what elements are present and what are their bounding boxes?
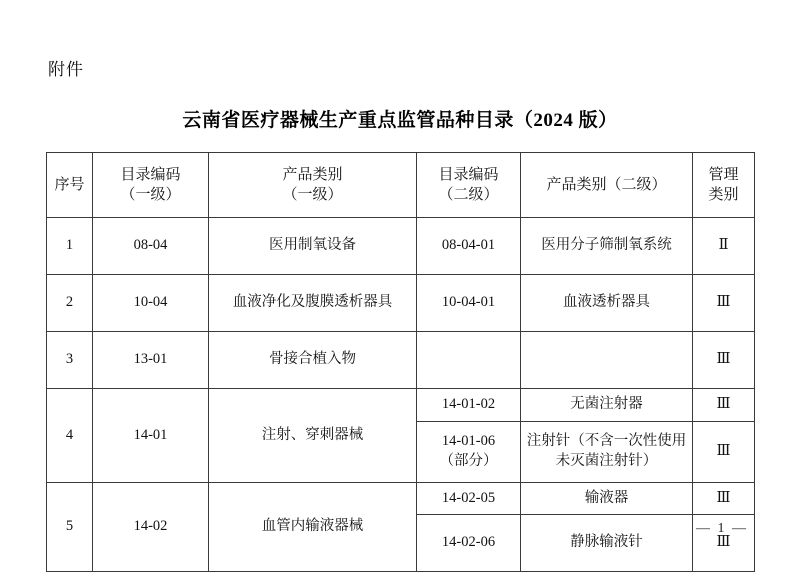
- cell-category-level2: 静脉输液针: [521, 515, 693, 572]
- cell-category-level1: 血液净化及腹膜透析器具: [209, 275, 417, 332]
- cell-management-class: Ⅱ: [693, 218, 755, 275]
- header-code-level2-line1: 目录编码: [438, 166, 499, 183]
- cell-code-level2: 08-04-01: [417, 218, 521, 275]
- cell-management-class: Ⅲ: [693, 421, 755, 482]
- header-management-class-line2: 类别: [708, 187, 739, 203]
- header-management-class: [693, 153, 755, 218]
- cell-seq: 5: [47, 482, 93, 572]
- cell-category-level1: 骨接合植入物: [209, 332, 417, 389]
- header-code-level2: [417, 153, 521, 218]
- cell-code-level1: 08-04: [93, 218, 209, 275]
- header-management-class-line1: 管理: [708, 166, 739, 183]
- cell-code-level2-line1: 14-01-06: [441, 433, 496, 449]
- table-row: [47, 482, 755, 515]
- catalog-table-container: [46, 152, 754, 572]
- page-number: — 1 —: [696, 521, 748, 536]
- attachment-label: 附件: [48, 60, 84, 79]
- cell-management-class: Ⅲ: [693, 275, 755, 332]
- header-category-level1-line2: （一级）: [282, 187, 343, 203]
- cell-category-level1: 医用制氧设备: [209, 218, 417, 275]
- catalog-table: [46, 152, 755, 572]
- cell-seq: 3: [47, 332, 93, 389]
- cell-category-level2: 血液透析器具: [521, 275, 693, 332]
- cell-code-level1: 14-01: [93, 389, 209, 483]
- cell-code-level1: 14-02: [93, 482, 209, 572]
- cell-category-level2: 输液器: [521, 482, 693, 515]
- cell-code-level2: 14-02-06: [417, 515, 521, 572]
- table-row: [47, 275, 755, 332]
- cell-code-level1: 10-04: [93, 275, 209, 332]
- table-row: [47, 332, 755, 389]
- page-title: 云南省医疗器械生产重点监管品种目录（2024 版）: [182, 110, 618, 131]
- cell-code-level2: 14-01-02: [417, 389, 521, 422]
- cell-category-level2: 无菌注射器: [521, 389, 693, 422]
- header-seq: 序号: [47, 153, 93, 218]
- header-code-level1-line2: （一级）: [120, 187, 181, 203]
- cell-code-level2: [417, 332, 521, 389]
- cell-management-class: Ⅲ: [693, 515, 755, 572]
- cell-code-level1: 13-01: [93, 332, 209, 389]
- table-row: [47, 218, 755, 275]
- cell-code-level2: [417, 421, 521, 482]
- cell-code-level2-line2: （部分）: [439, 452, 498, 469]
- header-code-level1: [93, 153, 209, 218]
- cell-seq: 1: [47, 218, 93, 275]
- cell-category-level2: 医用分子筛制氧系统: [521, 218, 693, 275]
- header-category-level1-line1: 产品类别: [282, 166, 343, 183]
- cell-management-class: Ⅲ: [693, 389, 755, 422]
- cell-seq: 2: [47, 275, 93, 332]
- table-header-row: [47, 153, 755, 218]
- cell-category-level1: 血管内输液器械: [209, 482, 417, 572]
- cell-category-level1: 注射、穿刺器械: [209, 389, 417, 483]
- cell-code-level2: 14-02-05: [417, 482, 521, 515]
- cell-management-class: Ⅲ: [693, 332, 755, 389]
- header-code-level2-line2: （二级）: [438, 187, 499, 203]
- table-row: [47, 389, 755, 422]
- cell-category-level2: 注射针（不含一次性使用未灭菌注射针）: [521, 421, 693, 482]
- header-category-level1: [209, 153, 417, 218]
- header-category-level2: 产品类别（二级）: [521, 153, 693, 218]
- cell-management-class: Ⅲ: [693, 482, 755, 515]
- header-code-level1-line1: 目录编码: [120, 166, 181, 183]
- cell-seq: 4: [47, 389, 93, 483]
- cell-category-level2: [521, 332, 693, 389]
- cell-code-level2: 10-04-01: [417, 275, 521, 332]
